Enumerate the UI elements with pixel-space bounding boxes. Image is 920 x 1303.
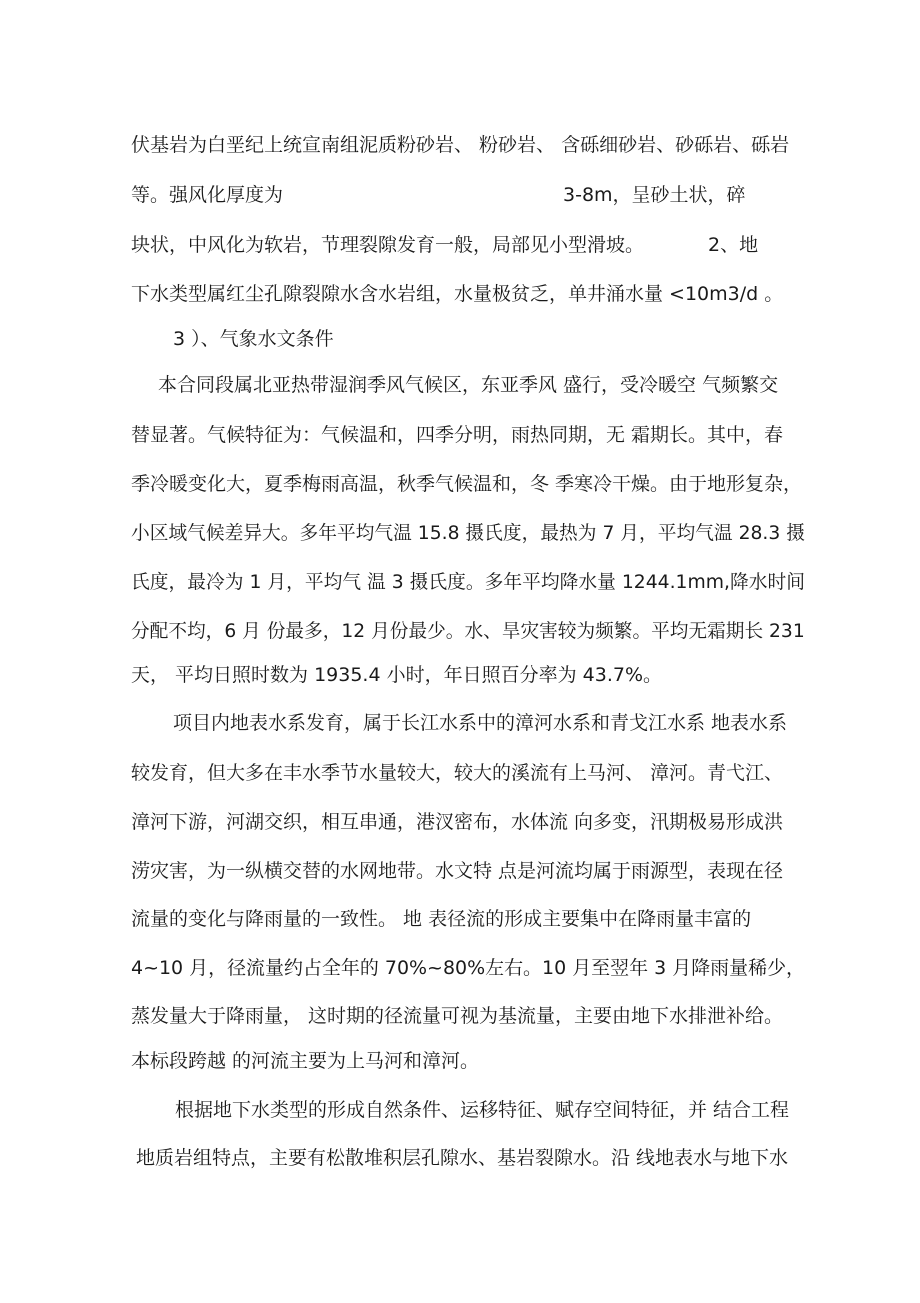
text-line: 较发育，但大多在丰水季节水量较大，较大的溪流有上马河、 漳河。青弋江、 [131, 762, 784, 784]
text-line: 伏基岩为白垩纪上统宣南组泥质粉砂岩、 粉砂岩、 含砾细砂岩、砂砾岩、砾岩 [131, 134, 790, 156]
text-line: 地质岩组特点，主要有松散堆积层孔隙水、基岩裂隙水。沿 线地表水与地下水 [136, 1147, 789, 1169]
text-line: 2、地 [708, 234, 759, 256]
text-line: 小区域气候差异大。多年平均气温 15.8 摄氏度，最热为 7 月，平均气温 28.3 摄 [131, 522, 805, 544]
text-line: 分配不均，6 月 份最多，12 月份最少。水、旱灾害较为频繁。平均无霜期长 231 [131, 620, 805, 642]
text-line: 天， 平均日照时数为 1935.4 小时，年日照百分率为 43.7%。 [131, 664, 662, 686]
section-heading: 3 ）、气象水文条件 [173, 328, 334, 350]
text-line: 根据地下水类型的形成自然条件、运移特征、赋存空间特征，并 结合工程 [175, 1099, 790, 1121]
text-line: 3-8m，呈砂土状，碎 [563, 184, 746, 206]
text-line: 流量的变化与降雨量的一致性。 地 表径流的形成主要集中在降雨量丰富的 [131, 908, 752, 930]
text-line: 蒸发量大于降雨量， 这时期的径流量可视为基流量，主要由地下水排泄补给。 [131, 1005, 784, 1027]
text-line: 替显著。气候特征为：气候温和，四季分明，雨热同期，无 霜期长。其中，春 [131, 424, 784, 446]
text-line: 块状，中风化为软岩，节理裂隙发育一般，局部见小型滑坡。 [131, 234, 645, 256]
text-line: 季冷暖变化大，夏季梅雨高温，秋季气候温和，冬 季寒冷干燥。由于地形复杂， [131, 473, 803, 495]
text-line: 本合同段属北亚热带湿润季风气候区，东亚季风 盛行，受冷暖空 气频繁交 [158, 374, 779, 396]
text-line: 项目内地表水系发育，属于长江水系中的漳河水系和青戈江水系 地表水系 [173, 712, 788, 734]
text-line: 等。强风化厚度为 [131, 184, 284, 206]
text-line: 涝灾害，为一纵横交替的水网地带。水文特 点是河流均属于雨源型，表现在径 [131, 860, 784, 882]
text-line: 漳河下游，河湖交织，相互串通，港汊密布，水体流 向多变，汛期极易形成洪 [131, 811, 784, 833]
text-line: 4~10 月，径流量约占全年的 70%~80%左右。10 月至翌年 3 月降雨量稀少， [131, 957, 806, 979]
text-line: 本标段跨越 的河流主要为上马河和漳河。 [131, 1050, 480, 1072]
text-line: 氏度，最冷为 1 月，平均气 温 3 摄氏度。多年平均降水量 1244.1mm,降水时间 [131, 571, 805, 593]
text-line: 下水类型属红尘孔隙裂隙水含水岩组，水量极贫乏，单井涌水量 <10m3/d 。 [131, 283, 784, 305]
